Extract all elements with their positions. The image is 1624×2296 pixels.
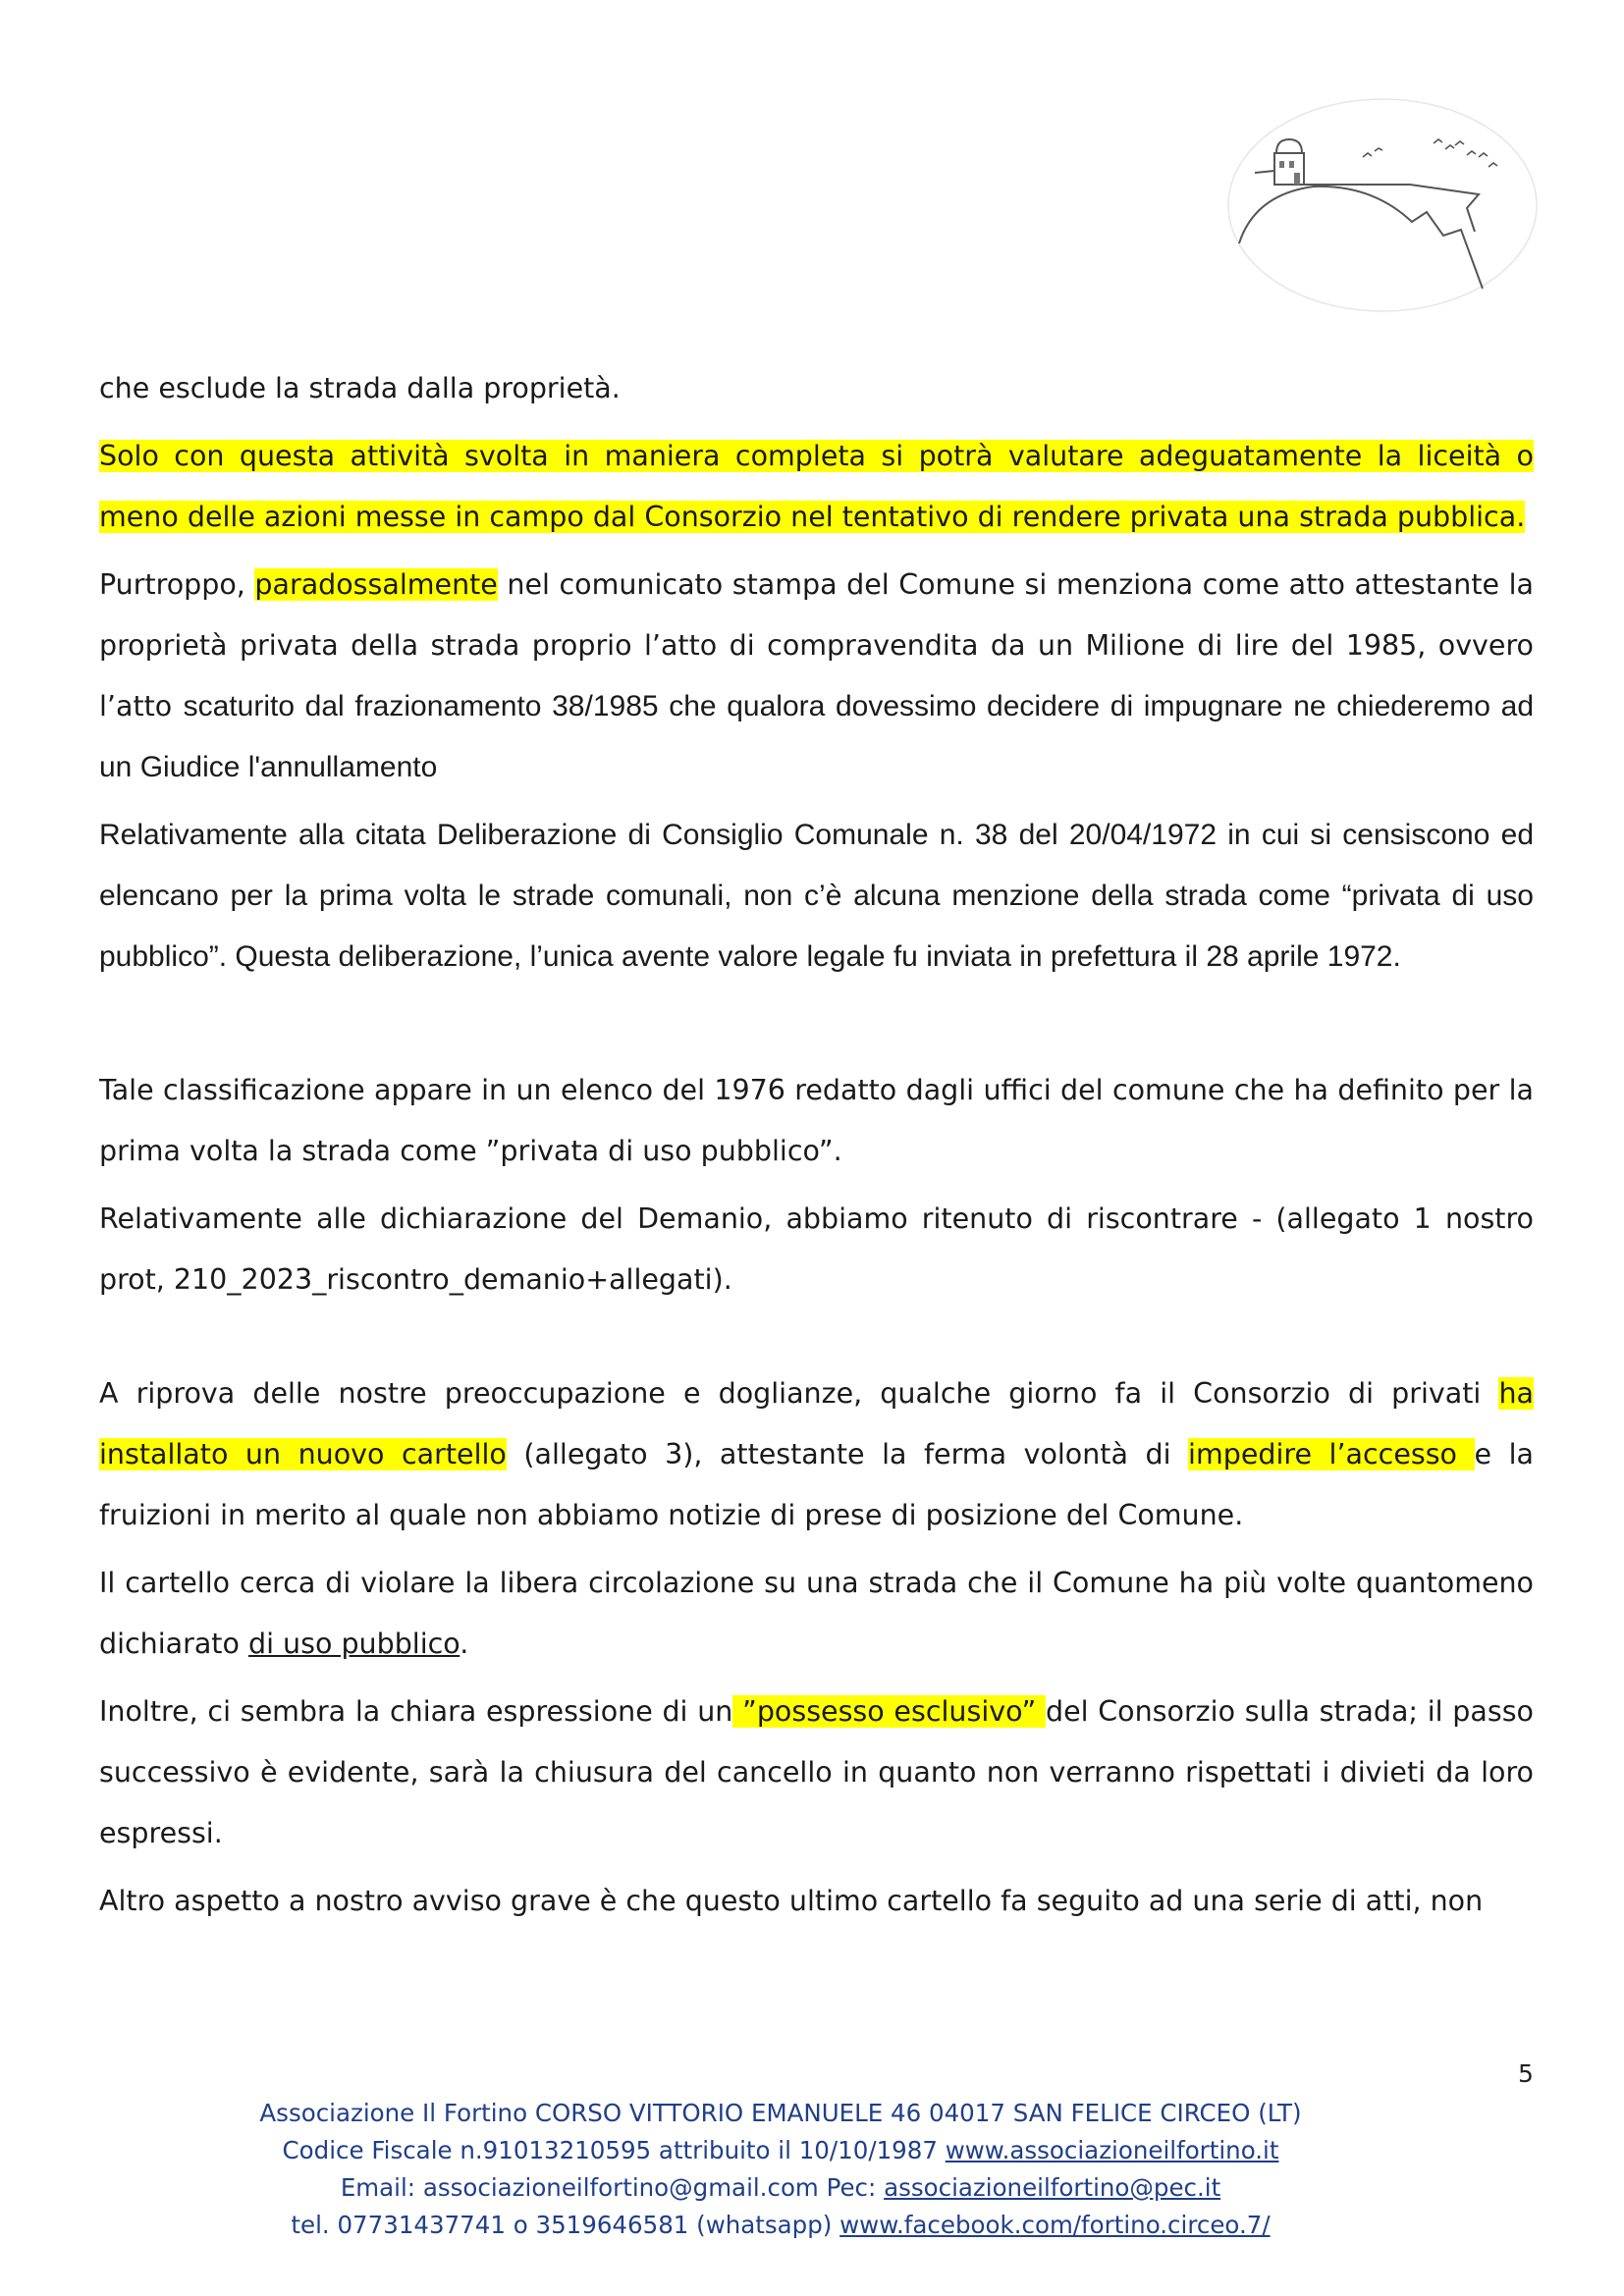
paragraph-8-text: . bbox=[460, 1628, 469, 1660]
paragraph-3-text: nel comunicato stampa del Comune si menziona come atto attestante la proprietà privata della strada proprio l’atto di compravendita da un Milione di lire del 1985, ovvero l’atto bbox=[99, 568, 1535, 722]
paragraph-6 bbox=[99, 1189, 1534, 1310]
paragraph-5-text: Tale classificazione appare in un elenco del 1976 redatto dagli uffici del comune che ha definito per la prima volta la strada come ”privata di uso pubblico”. bbox=[99, 1074, 1534, 1167]
paragraph-5 bbox=[99, 1060, 1534, 1182]
paragraph-3 bbox=[99, 555, 1534, 798]
paragraph-1-text: che esclude la strada dalla proprietà. bbox=[99, 372, 621, 404]
pec-email-link[interactable]: associazioneilfortino@pec.it bbox=[884, 2173, 1221, 2202]
page-number: 5 bbox=[1518, 2059, 1534, 2088]
paragraph-6-text: Relativamente alle dichiarazione del Demanio, abbiamo ritenuto di riscontrare - (allegato 1 nostro prot, 210_2023_riscontro_demanio+allegati). bbox=[99, 1202, 1534, 1296]
highlighted-text: Solo con questa attività svolta in maniera completa si potrà valutare adeguatamente la liceità o meno delle azioni messe in campo dal Consorzio nel tentativo di rendere privata una strada pubblica. bbox=[99, 440, 1534, 533]
highlighted-text: ha installato un nuovo cartello bbox=[99, 1377, 1534, 1470]
facebook-link[interactable]: www.facebook.com/fortino.circeo.7/ bbox=[839, 2211, 1271, 2239]
footer-email bbox=[147, 2169, 1414, 2207]
footer-email-text: Email: associazioneilfortino@gmail.com Pec: bbox=[340, 2173, 885, 2202]
paragraph-3-text: Purtroppo, bbox=[99, 568, 255, 601]
paragraph-7 bbox=[99, 1363, 1534, 1546]
footer-fiscal-code bbox=[147, 2132, 1414, 2169]
paragraph-9 bbox=[99, 1682, 1534, 1864]
fortino-logo-icon bbox=[1225, 96, 1540, 314]
paragraph-8 bbox=[99, 1553, 1534, 1675]
website-link[interactable]: www.associazioneilfortino.it bbox=[945, 2136, 1279, 2164]
body-text bbox=[99, 358, 1534, 1932]
paragraph-7-text: (allegato 3), attestante la ferma volontà di bbox=[506, 1438, 1189, 1470]
paragraph-4-text: Relativamente alla citata Deliberazione di Consiglio Comunale n. 38 del 20/04/1972 in cui si censiscono ed elencano per la prima volta le strade comunali, non c’è alcuna menzione della strada come “privata di uso pubblico”. bbox=[99, 819, 1534, 973]
paragraph-7-text: e la fruizioni in merito al quale non abbiamo notizie di prese di posizione del Comune. bbox=[99, 1438, 1534, 1531]
spacer bbox=[99, 1310, 1534, 1363]
paragraph-2 bbox=[99, 426, 1534, 548]
highlighted-text: ”possesso esclusivo” bbox=[732, 1695, 1047, 1728]
paragraph-10 bbox=[99, 1871, 1534, 1932]
paragraph-8-text: Il cartello cerca di violare la libera circolazione su una strada che il Comune ha più volte quantomeno dichiarato bbox=[99, 1567, 1534, 1660]
footer-address-text: Associazione Il Fortino CORSO VITTORIO EMANUELE 46 04017 SAN FELICE CIRCEO (LT) bbox=[259, 2099, 1302, 2127]
footer-address bbox=[147, 2095, 1414, 2132]
paragraph-1 bbox=[99, 358, 1534, 419]
paragraph-4 bbox=[99, 805, 1534, 988]
footer-fiscal-code-text: Codice Fiscale n.91013210595 attribuito il 10/10/1987 bbox=[282, 2136, 946, 2164]
highlighted-text: impedire l’accesso bbox=[1188, 1438, 1475, 1470]
footer-phone-text: tel. 07731437741 o 3519646581 (whatsapp) bbox=[291, 2211, 840, 2239]
paragraph-4-text: Questa deliberazione, l’unica avente valore legale fu inviata in prefettura il 28 aprile 1972. bbox=[227, 940, 1401, 973]
paragraph-7-text: A riprova delle nostre preoccupazione e doglianze, qualche giorno fa il Consorzio di privati bbox=[99, 1377, 1499, 1410]
paragraph-10-text: Altro aspetto a nostro avviso grave è che questo ultimo cartello fa seguito ad una serie di atti, non bbox=[99, 1885, 1484, 1917]
spacer bbox=[99, 988, 1534, 1060]
paragraph-9-text: del Consorzio sulla strada; il passo successivo è evidente, sarà la chiusura del cancello in quanto non verranno rispettati i divieti da loro espressi. bbox=[99, 1695, 1534, 1849]
paragraph-9-text: Inoltre, ci sembra la chiara espressione di un bbox=[99, 1695, 733, 1728]
footer bbox=[147, 2095, 1414, 2244]
footer-phone bbox=[147, 2207, 1414, 2244]
underlined-text: di uso pubblico bbox=[247, 1628, 460, 1660]
highlighted-text: paradossalmente bbox=[254, 568, 498, 601]
paragraph-3-text: scaturito dal frazionamento 38/1985 che qualora dovessimo decidere di impugnare ne chiederemo ad un Giudice l'annullamento bbox=[99, 690, 1534, 783]
